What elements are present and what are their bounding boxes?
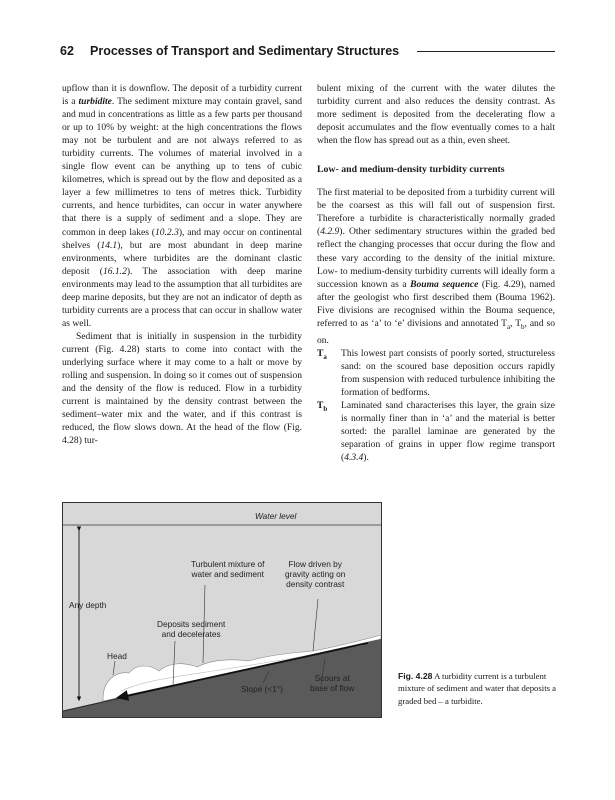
- list-item: $T_a$ This lowest part consists of poorly sorted, structureless sand: on the scoured base deposition occurs rapidly from suspension with reduced turbulence inhibiting the formation of bedforms.: [317, 347, 555, 398]
- division-label: $T_b$: [317, 399, 328, 413]
- any-depth-label: Any depth: [69, 600, 107, 610]
- water-level-label: Water level: [255, 511, 297, 521]
- section-heading: Low- and medium-density turbidity currents: [317, 164, 505, 176]
- running-head: [60, 44, 555, 62]
- head-label: Head: [107, 651, 127, 661]
- leader-head: [113, 661, 115, 675]
- paragraph: upflow than it is downflow. The deposit of a turbidity current is a turbidite. The sediment mixture may contain gravel, sand and mud in concentrations as little as a few parts per thousand or up to 10% by weight: at the high concentrations the flows may not be turbulent and are not always referred to as turbidity currents. The volumes of material involved in a single flow event can be anything up to tens of cubic kilometres, which is spread out by the flow and deposited as a layer a few millimetres to tens of metres thick. Turbidity currents, and hence turbidites, can occur in water anywhere that there is a supply of sediment and a slope. They are common in deep lakes (10.2.3), and may occur on continental shelves (14.1), but are most abundant in deep marine environments, where turbidites are the dominant clastic deposit (16.1.2). The association with deep marine environments may lead to the assumption that all turbidites are deep marine deposits, but they are not an indicator of depth as turbidity currents are a process that can occur in shallow water as well.: [62, 83, 303, 329]
- key-term: turbidite: [78, 96, 112, 108]
- cross-reference: 4.3.4: [344, 452, 364, 464]
- cross-reference: 16.1.2: [102, 265, 127, 277]
- scours-label: Scours at base of flow: [310, 673, 355, 693]
- chapter-title: Processes of Transport and Sedimentary Structures: [90, 44, 400, 58]
- left-column: [62, 82, 302, 447]
- paragraph: bulent mixing of the current with the water dilutes the turbidity current and also reduces the density contrast. As more sediment is deposited from the decelerating flow a deposit accumulates and the flow eventually comes to a halt when the flow has spread out as a thin, even sheet.: [317, 83, 555, 147]
- header-rule: [417, 51, 555, 52]
- paragraph: Sediment that is initially in suspension in the turbidity current (Fig. 4.28) starts to come into contact with the underlying surface where it may come to a halt or move by rolling and suspension. In doing so it comes out of suspension and the density of the flow is reduced. Flow in a turbidity current is maintained by the density contrast between the sediment–water mix and the water, and if this contrast is reduced, the flow slows down. At the head of the flow (Fig. 4.28) tur-: [62, 330, 302, 447]
- leader-flow: [313, 599, 318, 651]
- slope-label: Slope (<1°): [241, 684, 283, 694]
- paragraph: The first material to be deposited from a turbidity current will be the coarsest as this will fall out of suspension first. Therefore a turbidite is characteristically normally graded (4.2.9). Other sedimentary structures within the graded bed reflect the changing processes that occur during the flow and these vary according to the density of the initial mixture. Low- to medium-density turbidity currents will ideally form a succession known as a Bouma sequence (Fig. 4.29), named after the geologist who first described them (Bouma 1962). Five divisions are recognised within the Bouma sequence, referred to as ‘a’ to ‘e’ divisions and annotated $T_a$, $T_b$, and so on.: [317, 187, 556, 346]
- cross-reference: 14.1: [100, 239, 118, 251]
- cross-reference: 4.2.9: [320, 226, 340, 238]
- list-item: $T_b$ Laminated sand characterises this layer, the grain size is normally finer than in ‘a’ and the material is better sorted: the parallel laminae are generated by the separation of grains in upper flow regime transport (4.3.4).: [317, 399, 555, 464]
- right-column: [317, 82, 555, 464]
- figure-caption: Fig. 4.28 A turbidity current is a turbulent mixture of sediment and water that deposits a graded bed – a turbidite.: [398, 671, 557, 706]
- cross-reference: 10.2.3: [155, 226, 179, 238]
- division-label: $T_a$: [317, 347, 327, 361]
- page-number: 62: [60, 44, 74, 58]
- turbulent-mixture-label: Turbulent mixture of water and sediment: [191, 559, 265, 579]
- flow-driven-label: Flow driven by gravity acting on density contrast: [285, 559, 346, 589]
- deposits-sediment-label: Deposits sediment and decelerates: [157, 619, 226, 639]
- figure-number: Fig. 4.28: [398, 671, 433, 681]
- key-term: Bouma sequence: [410, 278, 479, 290]
- figure-turbidity-current: [62, 502, 382, 718]
